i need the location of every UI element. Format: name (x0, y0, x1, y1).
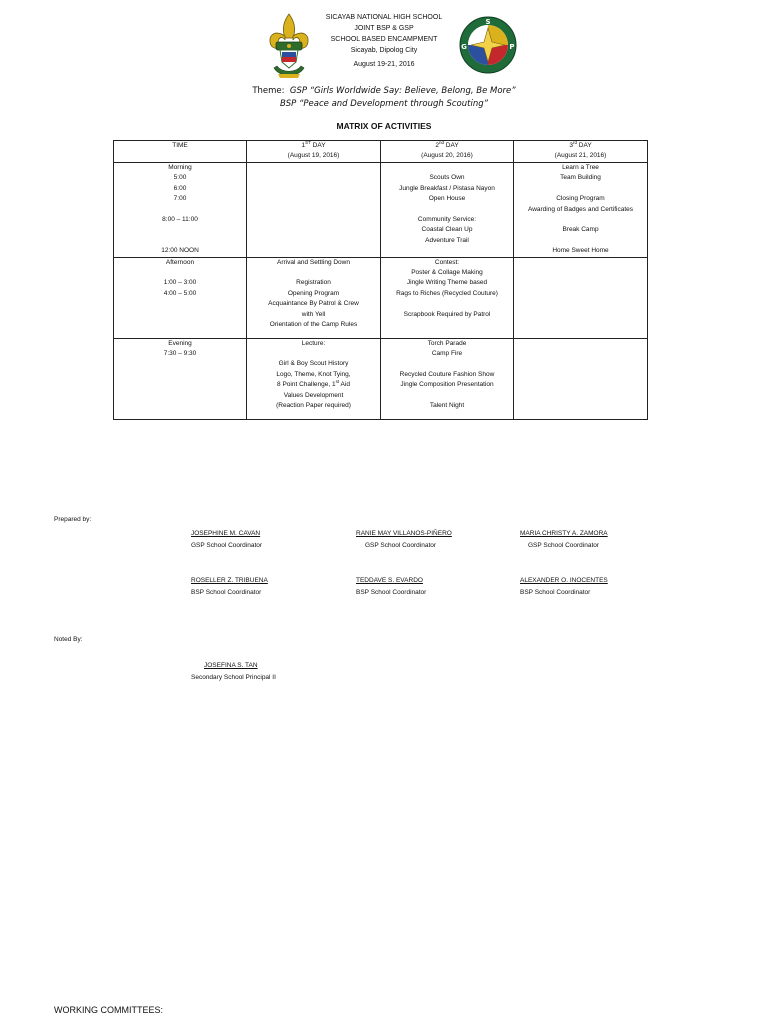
cell-line: Team Building (560, 174, 601, 182)
theme-bsp: BSP “Peace and Development through Scouting” (279, 99, 489, 109)
cell-line (116, 225, 244, 235)
cell-line (516, 184, 645, 194)
cell-line: Open House (428, 195, 466, 203)
cell-line: 4:00 – 5:00 (163, 289, 197, 297)
signatory-block (191, 528, 262, 552)
signatory-role: GSP School Coordinator (528, 542, 600, 549)
cell-line: Morning (168, 164, 192, 171)
header-day3-title (516, 141, 645, 151)
cell-line (383, 205, 511, 215)
evening-day2-cell (381, 338, 514, 419)
cell-line: Opening Program (287, 289, 340, 297)
header-day2-title (383, 141, 511, 151)
noted-by-label: Noted By: (54, 636, 83, 643)
evening-day1-line (249, 380, 378, 390)
cell-line: Learn a Tree (562, 164, 599, 171)
cell-line: Scouts Own (429, 174, 465, 182)
signatory-role: BSP School Coordinator (356, 589, 427, 596)
signatory-block (356, 528, 452, 552)
signatory-name: JOSEPHINE M. CAVAN (191, 530, 261, 537)
afternoon-day1-cell (247, 257, 381, 338)
evening-day1-line: Values Development (283, 391, 344, 399)
cell-line: Acquaintance By Patrol & Crew (268, 300, 359, 308)
event-org: JOINT BSP & GSP (354, 25, 414, 32)
cell-line: 12:00 NOON (161, 247, 199, 255)
cell-line: Recycled Couture Fashion Show (399, 370, 495, 378)
cell-line: 7:00 (173, 195, 187, 203)
morning-time-cell (114, 163, 247, 258)
cell-line (383, 163, 511, 173)
cell-line: 8:00 – 11:00 (162, 216, 198, 224)
cell-line: 5:00 (173, 174, 187, 182)
activities-table (113, 140, 648, 420)
cell-line (383, 299, 511, 309)
cell-line: Poster & Collage Making (411, 269, 483, 277)
cell-line: Jungle Breakfast / Pistasa Nayon (399, 184, 495, 192)
signatory-block (356, 575, 426, 599)
signatory-name: ROSELLER Z. TRIBUENA (191, 577, 268, 584)
cell-line (383, 391, 511, 401)
theme-label: Theme: (252, 86, 285, 96)
header-time-label: TIME (172, 142, 188, 149)
cell-line: Scrapbook Required by Patrol (403, 310, 491, 318)
signatory-role: BSP School Coordinator (520, 589, 591, 596)
evening-day3-cell (514, 338, 648, 419)
cell-line: Community Service: (417, 216, 477, 223)
cell-line: Rags to Riches (Recycled Couture) (396, 289, 498, 297)
header-day3-date: (August 21, 2016) (554, 152, 607, 160)
morning-day3-cell (514, 163, 648, 258)
cell-line: Evening (168, 339, 192, 347)
header-day1-suffix: DAY (310, 142, 326, 149)
header-day3 (514, 141, 648, 163)
cell-line (249, 268, 378, 278)
evening-time-cell (114, 338, 247, 419)
header-day2 (381, 141, 514, 163)
signatory-block (520, 528, 608, 552)
bsp-logo (266, 12, 312, 82)
signatory-name: TEDDAVE S. EVARDO (356, 577, 423, 584)
cell-line (116, 236, 244, 246)
header-day2-suffix: DAY (443, 142, 459, 149)
school-name: SICAYAB NATIONAL HIGH SCHOOL (325, 14, 443, 21)
cell-line: Jingle Writing Theme based (406, 279, 488, 287)
signatory-block (191, 575, 268, 599)
signatory-name: ALEXANDER O. INOCENTES (520, 577, 608, 584)
cell-line: Torch Parade (427, 339, 467, 347)
gsp-logo (459, 16, 517, 74)
afternoon-day2-cell (381, 257, 514, 338)
header-day3-suffix: DAY (576, 142, 592, 149)
header-day1-title (249, 141, 378, 151)
cell-line (516, 236, 645, 246)
evening-day1-line: (Reaction Paper required) (276, 402, 351, 410)
header-day1-date: (August 19, 2016) (287, 152, 340, 160)
evening-day1-cell (247, 338, 381, 419)
signatory-block (520, 575, 608, 599)
principal-name: JOSEFINA S. TAN (204, 662, 258, 669)
cell-line: 7:30 – 9:30 (163, 350, 197, 358)
school-info (0, 12, 768, 70)
prepared-by-label: Prepared by: (54, 516, 92, 523)
cell-line: Orientation of the Camp Rules (269, 321, 358, 329)
signatory-name: MARIA CHRISTY A. ZAMORA (520, 530, 608, 537)
cell-line: Awarding of Badges and Certificates (527, 205, 634, 213)
cell-line: Adventure Trail (425, 236, 469, 244)
cell-line: Afternoon (165, 258, 195, 266)
header-day1-num: 1 (301, 142, 306, 149)
header-day2-sup: nd (438, 139, 444, 145)
event-name: SCHOOL BASED ENCAMPMENT (330, 36, 438, 43)
table-header-row (114, 141, 648, 163)
cell-line: Break Camp (562, 226, 599, 234)
cell-line: Camp Fire (431, 350, 463, 358)
cell-line (116, 268, 244, 278)
table-row-morning (114, 163, 648, 258)
gsp-letter-s: S (485, 18, 491, 26)
evening-day1-line (249, 349, 378, 359)
cell-line: Coastal Clean Up (421, 226, 473, 234)
signatory-role: GSP School Coordinator (191, 542, 263, 549)
cell-line: Talent Night (429, 402, 465, 410)
header-day3-num: 3 (569, 142, 573, 149)
cell-line: Contest: (434, 258, 460, 266)
header-day1 (247, 141, 381, 163)
cell-line: 1:00 – 3:00 (163, 279, 197, 287)
event-dates: August 19-21, 2016 (353, 61, 415, 68)
cell-line: with Yell (301, 310, 326, 318)
morning-day1-cell (247, 163, 381, 258)
header-day2-num: 2 (435, 142, 439, 149)
gsp-letter-p: P (509, 43, 515, 51)
first-aid-text: Aid (339, 381, 350, 389)
cell-line: 6:00 (173, 184, 187, 192)
cell-line: Registration (296, 279, 331, 287)
evening-day1-line: Girl & Boy Scout History (278, 360, 349, 368)
evening-day1-line: Lecture: (301, 339, 326, 347)
theme-block (0, 85, 768, 111)
working-committees-label: WORKING COMMITTEES: (54, 1005, 163, 1015)
cell-line: Arrival and Settling Down (277, 258, 350, 266)
afternoon-time-cell (114, 257, 247, 338)
header-day2-date: (August 20, 2016) (421, 152, 473, 160)
event-location: Sicayab, Dipolog City (350, 47, 418, 54)
challenge-text: 8 Point Challenge, 1 (277, 381, 336, 389)
signatory-name: RANIE MAY VILLANOS-PIÑERO (356, 530, 452, 537)
signatory-role: BSP School Coordinator (191, 589, 262, 596)
cell-line: Jingle Composition Presentation (400, 381, 494, 389)
cell-line: Closing Program (556, 195, 605, 203)
theme-gsp: GSP “Girls Worldwide Say: Believe, Belong, Be More” (289, 86, 516, 96)
matrix-title: MATRIX OF ACTIVITIES (336, 121, 432, 131)
challenge-sup: st (335, 379, 340, 385)
cell-line (516, 215, 645, 225)
cell-line (383, 359, 511, 369)
cell-line: Home Sweet Home (552, 247, 609, 255)
document-header (0, 12, 768, 70)
signatory-role: GSP School Coordinator (365, 542, 437, 549)
evening-day1-line: Logo, Theme, Knot Tying, (276, 370, 351, 378)
afternoon-day3-cell (514, 257, 648, 338)
header-day1-sup: ST (305, 139, 311, 145)
table-row-evening (114, 338, 648, 419)
header-time (114, 141, 247, 163)
cell-line (116, 205, 244, 215)
header-day3-sup: rd (572, 139, 577, 145)
principal-block (191, 660, 276, 684)
morning-day2-cell (381, 163, 514, 258)
table-row-afternoon (114, 257, 648, 338)
theme-gsp-line (0, 85, 768, 98)
principal-role: Secondary School Principal II (191, 674, 276, 681)
gsp-letter-g: G (461, 43, 467, 51)
